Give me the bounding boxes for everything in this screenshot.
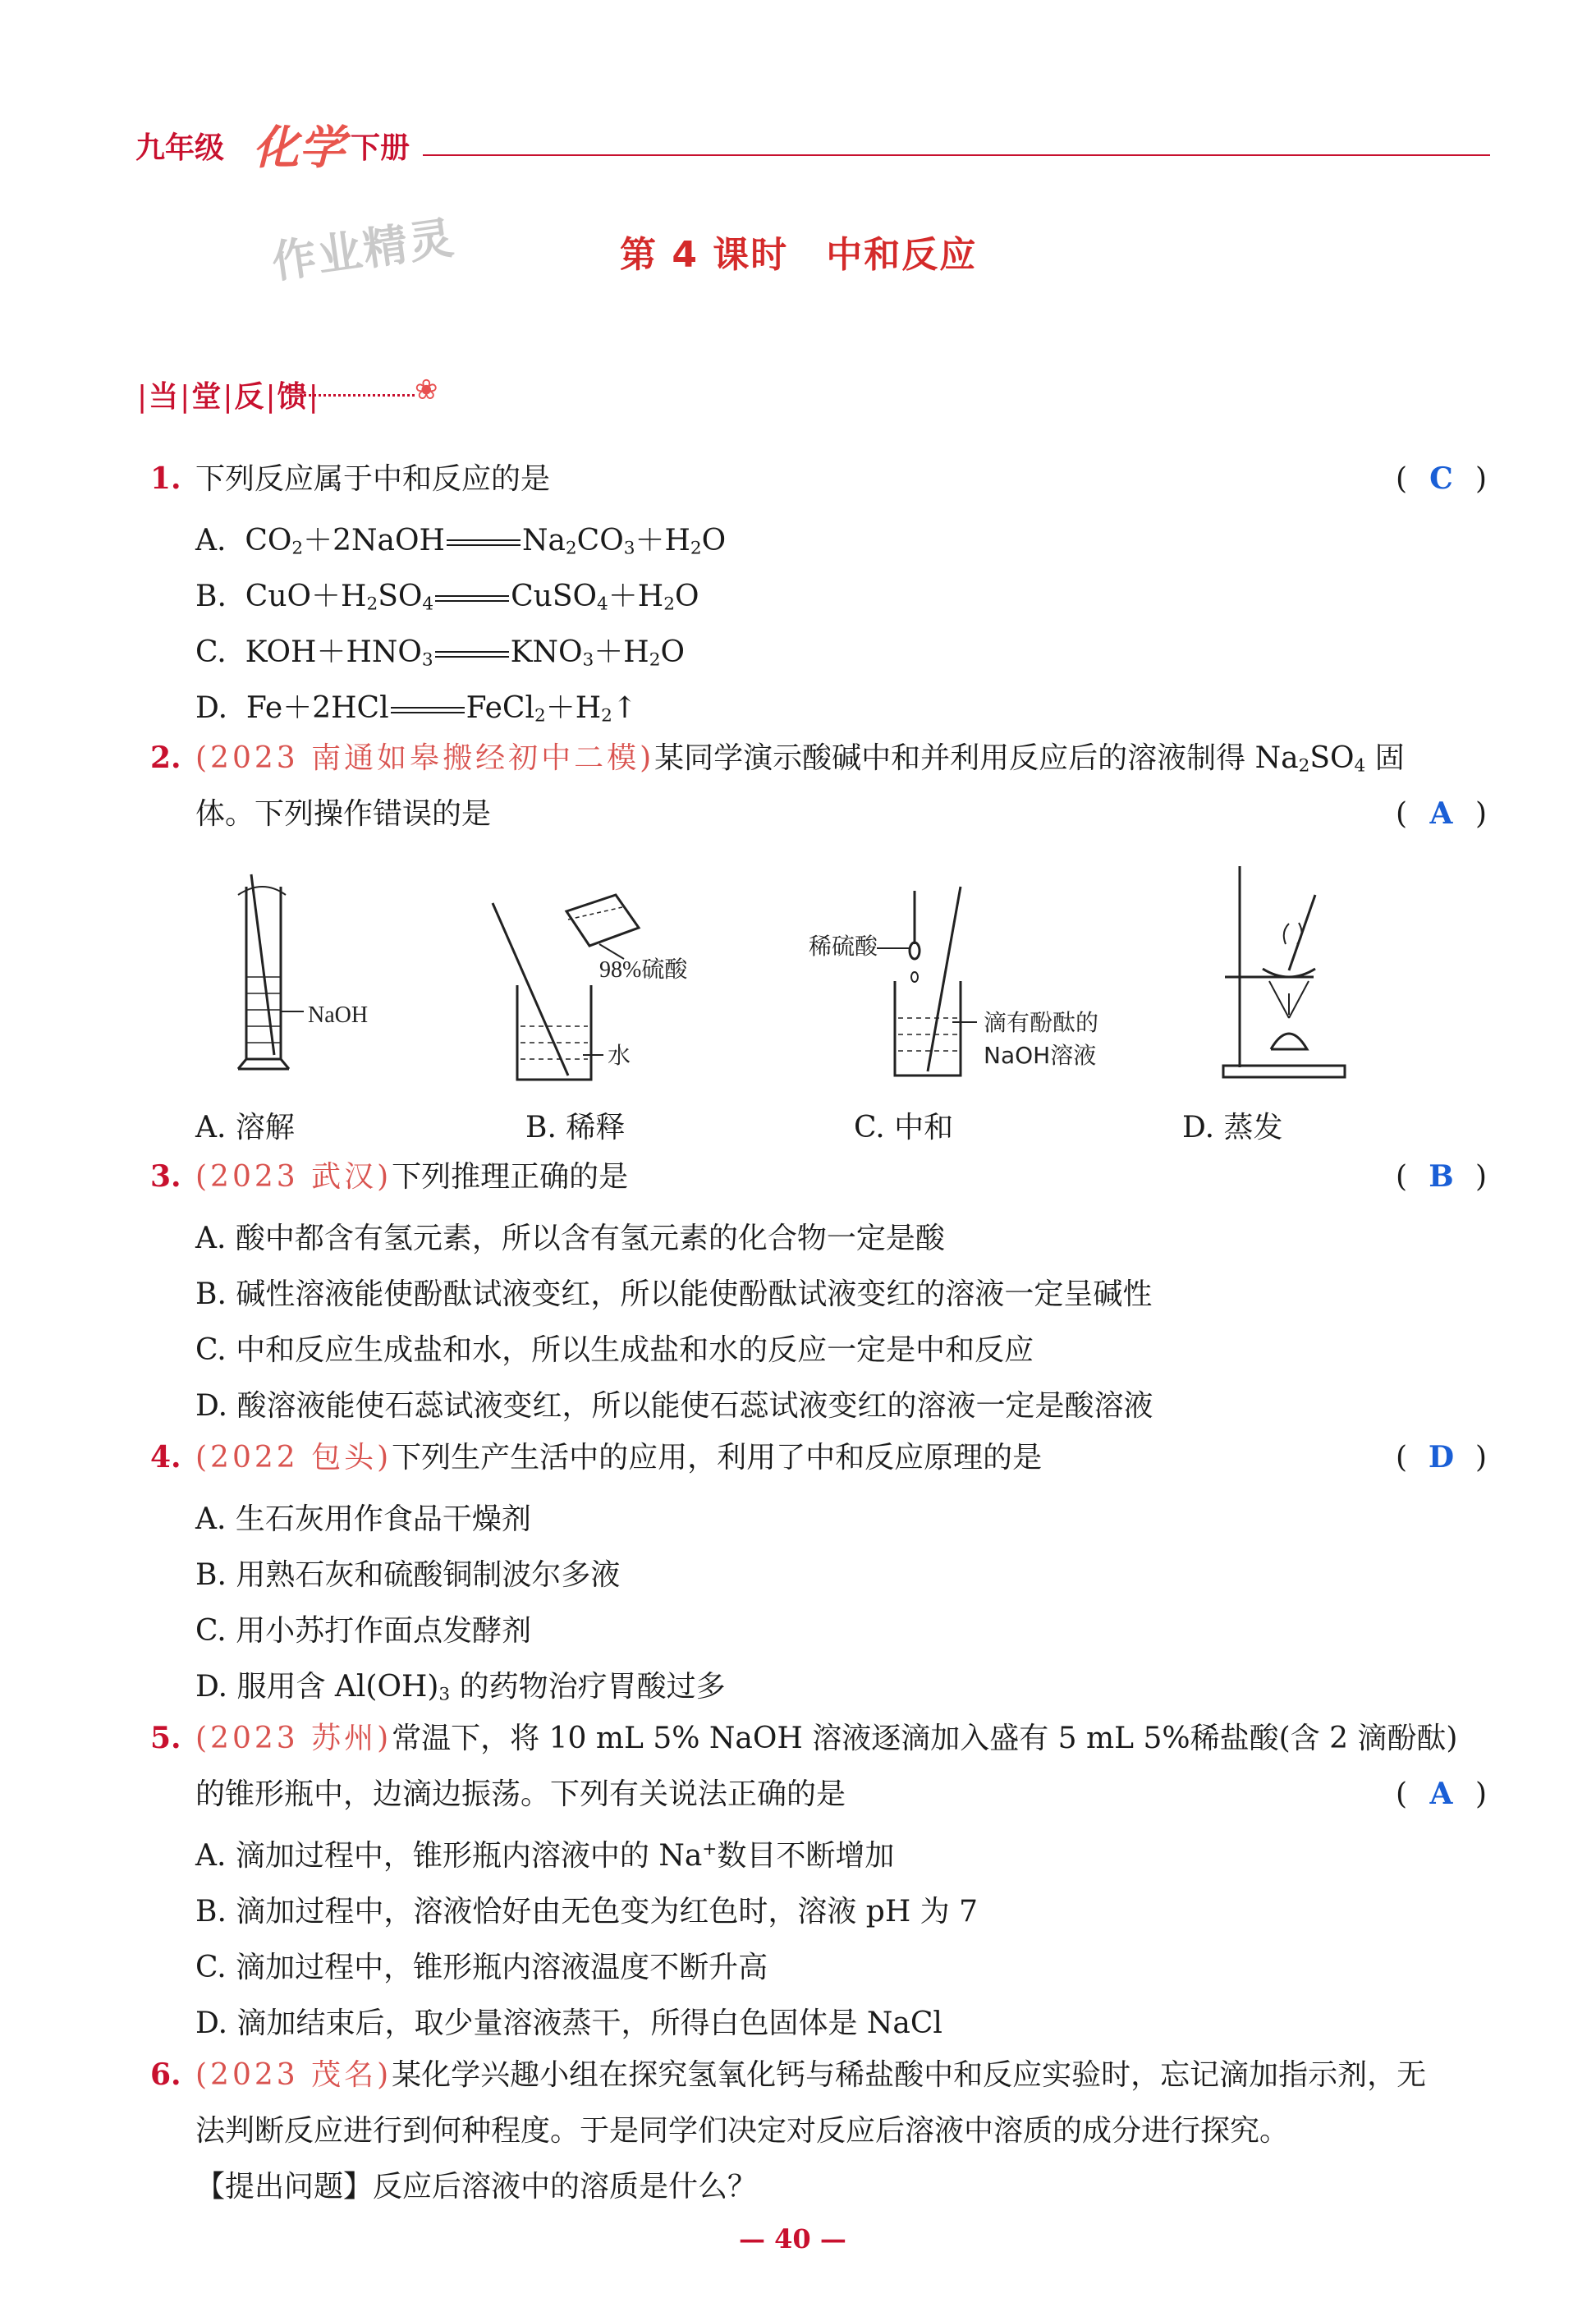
q5-option-d: D. 滴加结束后，取少量溶液蒸干，所得白色固体是 NaCl (195, 2007, 942, 2040)
caption-a: A. 溶解 (195, 1111, 295, 1144)
q4-option-a: A. 生石灰用作食品干燥剂 (195, 1502, 531, 1536)
q3-stem: (2023 武汉)下列推理正确的是 (195, 1160, 629, 1194)
q3-answer: ( B ) (1396, 1159, 1487, 1194)
header-volume: 下册 (351, 131, 410, 165)
q4-stem: (2022 包头)下列生产生活中的应用，利用了中和反应原理的是 (195, 1441, 1043, 1475)
header-subject: 化学 (253, 122, 345, 175)
q3-number: 3. (150, 1159, 181, 1194)
q4-option-b: B. 用熟石灰和硫酸铜制波尔多液 (195, 1558, 621, 1592)
figure-a-dissolve (238, 874, 304, 1069)
label-dilute-acid: 稀硫酸 (809, 933, 878, 960)
q6-stem-line1: (2023 茂名)某化学兴趣小组在探究氢氧化钙与稀盐酸中和反应实验时，忘记滴加指示剂，无 (195, 2058, 1427, 2092)
q3-option-a: A. 酸中都含有氢元素，所以含有氢元素的化合物一定是酸 (195, 1222, 945, 1255)
q5-option-c: C. 滴加过程中，锥形瓶内溶液温度不断升高 (195, 1951, 768, 1984)
q5-stem-line2: 的锥形瓶中，边滴边振荡。下列有关说法正确的是 (195, 1777, 846, 1811)
q1-stem: 下列反应属于中和反应的是 (195, 462, 551, 496)
q1-number: 1. (150, 461, 181, 496)
q5-stem-line1: (2023 苏州)常温下，将 10 mL 5% NaOH 溶液逐滴加入盛有 5 mL 5%稀盐酸(含 2 滴酚酞) (195, 1722, 1458, 1755)
label-phenol-2: NaOH溶液 (984, 1042, 1097, 1069)
q1-option-c: C. $KOH+HNO_3$ $KNO_3+H_2O$ (195, 635, 685, 671)
q5-option-a: A. 滴加过程中，锥形瓶内溶液中的 Na+数目不断增加 (195, 1839, 895, 1873)
q5-number: 5. (150, 1721, 181, 1755)
q3-option-b: B. 碱性溶液能使酚酞试液变红，所以能使酚酞试液变红的溶液一定呈碱性 (195, 1277, 1153, 1311)
caption-d: D. 蒸发 (1182, 1111, 1283, 1144)
q1-option-d: D. Fe＋2HCl $FeCl_2+H_2↑$ (195, 691, 638, 727)
figure-c-neutralize (877, 887, 977, 1076)
label-h2so4: 98%硫酸 (599, 957, 688, 983)
label-naoh: NaOH (308, 1002, 369, 1028)
q6-number: 6. (150, 2057, 181, 2092)
section-divider (300, 394, 415, 397)
figure-d-evaporate (1223, 866, 1345, 1077)
caption-b: B. 稀释 (525, 1111, 626, 1144)
q4-option-c: C. 用小苏打作面点发酵剂 (195, 1614, 532, 1648)
page-header (135, 115, 1490, 175)
caption-c: C. 中和 (854, 1111, 954, 1144)
label-phenol-1: 滴有酚酞的 (984, 1009, 1099, 1036)
q5-answer: ( A ) (1396, 1777, 1487, 1811)
q2-apparatus-figure (189, 862, 1379, 1108)
lesson-title: 第 4 课时 中和反应 (620, 234, 978, 276)
q3-option-c: C. 中和反应生成盐和水，所以生成盐和水的反应一定是中和反应 (195, 1333, 1034, 1367)
q4-number: 4. (150, 1440, 181, 1475)
page-number: — 40 — (739, 2223, 846, 2254)
watermark-logo: 作业精灵 (268, 211, 458, 289)
q6-stem-line3: 【提出问题】反应后溶液中的溶质是什么？ (195, 2170, 758, 2204)
q1-option-b: B. $CuO+H_2SO_4$ $CuSO_4+H_2O$ (195, 580, 699, 615)
q2-answer: ( A ) (1396, 796, 1487, 831)
q1-answer: ( C ) (1396, 461, 1487, 496)
q3-option-d: D. 酸溶液能使石蕊试液变红，所以能使石蕊试液变红的溶液一定是酸溶液 (195, 1389, 1153, 1423)
flower-icon: ❀ (415, 374, 438, 406)
label-water: 水 (608, 1042, 631, 1069)
q4-answer: ( D ) (1396, 1440, 1487, 1475)
q2-stem-line1: (2023 南通如皋搬经初中二模)某同学演示酸碱中和并利用反应后的溶液制得 $Na_2SO_4$ 固 (195, 741, 1405, 777)
q2-stem-line2: 体。下列操作错误的是 (195, 797, 492, 831)
q6-stem-line2: 法判断反应进行到何种程度。于是同学们决定对反应后溶液中溶质的成分进行探究。 (195, 2114, 1290, 2148)
header-grade: 九年级 (135, 131, 225, 165)
q1-option-a: A. $CO_2+2NaOH$ $Na_2CO_3+H_2O$ (195, 524, 727, 559)
section-tag: |当|堂|反|馈| (137, 380, 319, 414)
header-rule (423, 154, 1490, 156)
q5-option-b: B. 滴加过程中，溶液恰好由无色变为红色时，溶液 pH 为 7 (195, 1895, 979, 1929)
q4-option-d: D. 服用含 $Al(OH)_3$ 的药物治疗胃酸过多 (195, 1670, 726, 1705)
q2-number: 2. (150, 741, 181, 775)
